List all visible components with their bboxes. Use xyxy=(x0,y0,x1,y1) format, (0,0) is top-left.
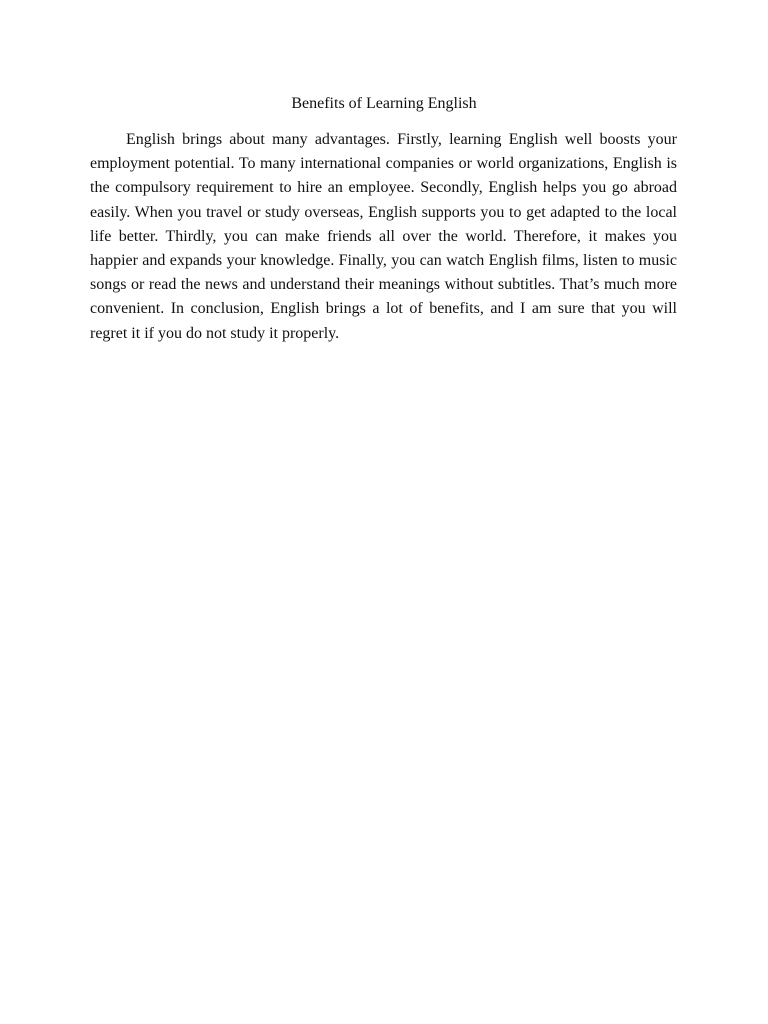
document-paragraph: English brings about many advantages. Firstly, learning English well boosts your employment potential. To many international companies or world organizations, English is the compulsory requirement to hire an employee. Secondly, English helps you go abroad easily. When you travel or study overseas, English supports you to get adapted to the local life better. Thirdly, you can make friends all over the world. Therefore, it makes you happier and expands your knowledge. Finally, you can watch English films, listen to music songs or read the news and understand their meanings without subtitles. That’s much more convenient. In conclusion, English brings a lot of benefits, and I am sure that you will regret it if you do not study it properly. xyxy=(90,131,677,342)
document-title: Benefits of Learning English xyxy=(291,95,477,112)
